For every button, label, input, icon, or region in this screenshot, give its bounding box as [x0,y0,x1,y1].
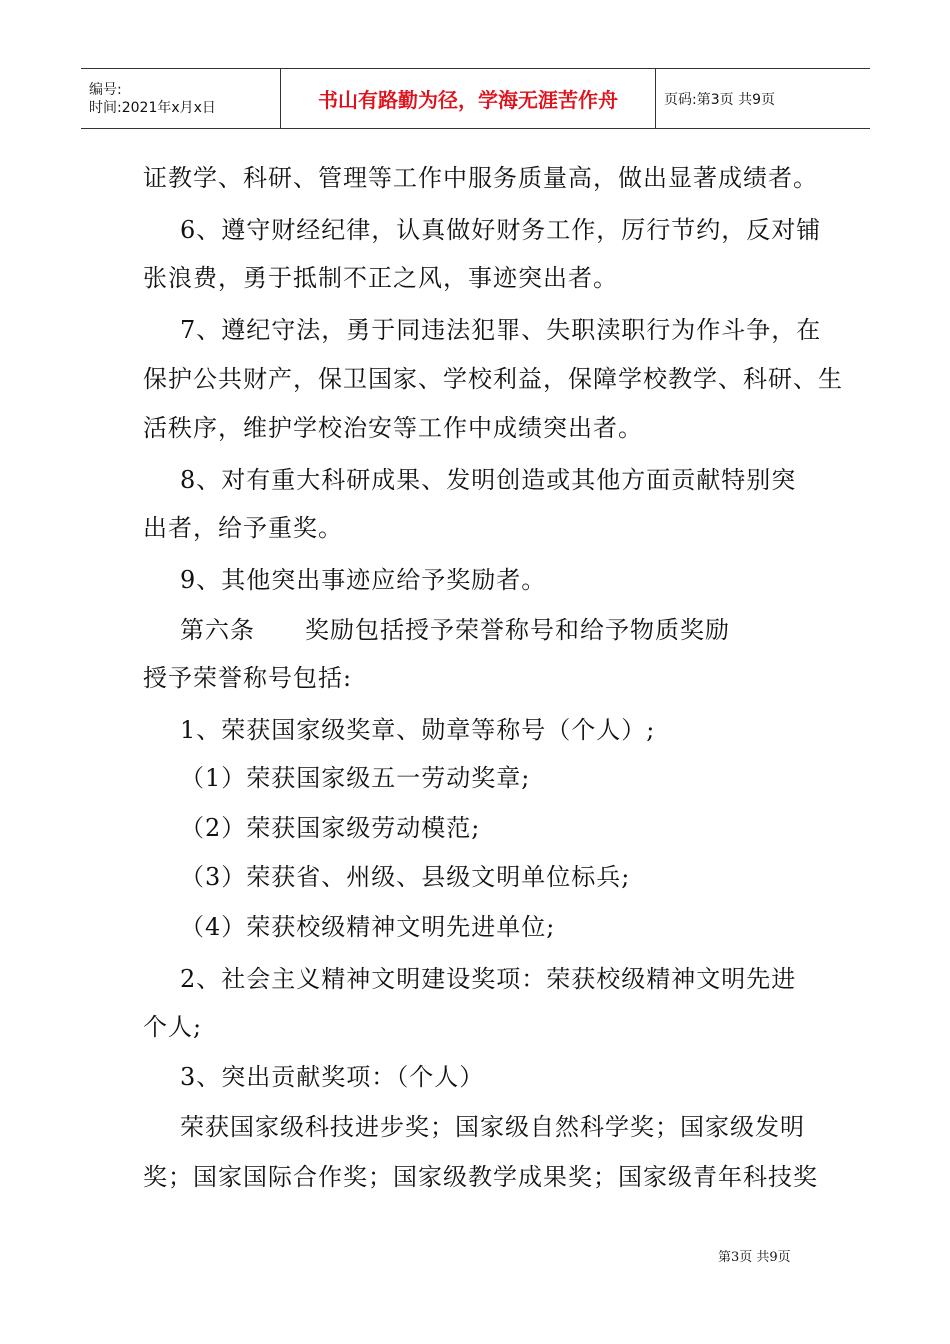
footer-page-number: 第3页 共9页 [718,1250,791,1265]
body-line: 9、其他突出事迹应给予奖励者。 [180,566,547,594]
article-heading: 第六条 奖励包括授予荣誉称号和给予物质奖励 [180,616,730,644]
body-line: （2）荣获国家级劳动模范; [180,814,481,842]
body-line: （3）荣获省、州级、县级文明单位标兵; [180,863,631,891]
body-line: 7、遵纪守法，勇于同违法犯罪、失职渎职行为作斗争，在 [180,316,822,344]
body-line: 个人; [143,1013,203,1041]
document-time-label: 时间:2021年x月x日 [89,99,216,116]
body-line: 张浪费，勇于抵制不正之风，事迹突出者。 [143,264,618,292]
body-line: 3、突出贡献奖项：（个人） [180,1063,485,1091]
body-line: 2、社会主义精神文明建设奖项：荣获校级精神文明先进 [180,965,797,993]
body-line: 奖；国家国际合作奖；国家级教学成果奖；国家级青年科技奖 [143,1163,818,1191]
header-motto [281,69,656,128]
motto-text: 书山有路勤为径，学海无涯苦作舟 [318,88,618,112]
body-line: 活秩序，维护学校治安等工作中成绩突出者。 [143,414,643,442]
body-line: 证教学、科研、管理等工作中服务质量高，做出显著成绩者。 [143,164,818,192]
header-page-info [656,69,870,128]
body-line: 授予荣誉称号包括: [143,664,353,692]
body-line: 1、荣获国家级奖章、勋章等称号（个人）; [180,716,656,744]
body-line: （4）荣获校级精神文明先进单位; [180,913,556,941]
body-line: 保护公共财产，保卫国家、学校利益，保障学校教学、科研、生 [143,365,843,393]
body-line: 6、遵守财经纪律，认真做好财务工作，厉行节约，反对铺 [180,216,822,244]
header-meta [81,69,281,128]
body-line: 荣获国家级科技进步奖；国家级自然科学奖；国家级发明 [180,1113,805,1141]
document-number-label: 编号: [89,81,122,98]
body-line: （1）荣获国家级五一劳动奖章; [180,764,531,792]
header-page-number: 页码:第3页 共9页 [664,91,775,108]
body-line: 出者，给予重奖。 [143,514,343,542]
document-header [81,68,870,129]
body-line: 8、对有重大科研成果、发明创造或其他方面贡献特别突 [180,466,797,494]
